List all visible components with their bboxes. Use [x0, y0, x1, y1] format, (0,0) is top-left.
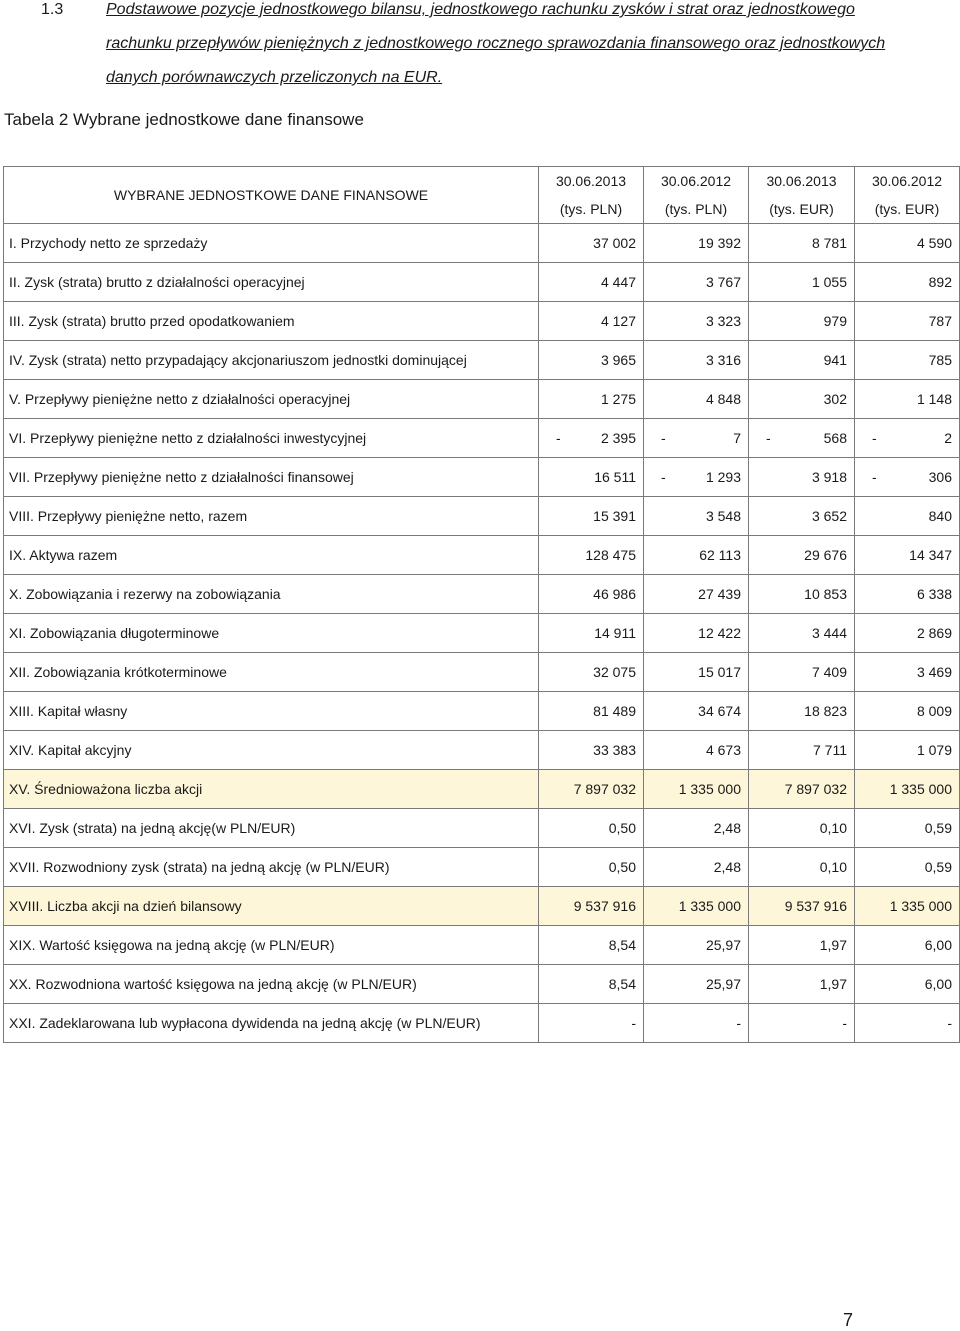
- value-number: 10 853: [804, 586, 847, 602]
- table-row: [4, 887, 960, 926]
- value-number: 18 823: [804, 703, 847, 719]
- value-number: 14 911: [594, 625, 636, 641]
- value-number: 3 444: [811, 625, 847, 641]
- row-label: II. Zysk (strata) brutto z działalności operacyjnej: [4, 263, 539, 302]
- value-cell: [644, 497, 749, 536]
- table-row: [4, 575, 960, 614]
- row-label: XVIII. Liczba akcji na dzień bilansowy: [4, 887, 539, 926]
- value-number: 32 075: [593, 664, 636, 680]
- value-number: 0,59: [924, 820, 952, 836]
- row-label: XX. Rozwodniona wartość księgowa na jedną akcję (w PLN/EUR): [4, 965, 539, 1004]
- value-cell: [644, 965, 749, 1004]
- table-row: [4, 809, 960, 848]
- value-number: 0,50: [608, 820, 636, 836]
- value-cell: [644, 458, 749, 497]
- value-cell: [749, 263, 855, 302]
- value-number: 8 781: [811, 235, 847, 251]
- value-number: 27 439: [698, 586, 741, 602]
- row-label: IX. Aktywa razem: [4, 536, 539, 575]
- value-cell: [539, 848, 644, 887]
- row-label: XXI. Zadeklarowana lub wypłacona dywidenda na jedną akcję (w PLN/EUR): [4, 1004, 539, 1043]
- header-title: WYBRANE JEDNOSTKOWE DANE FINANSOWE: [4, 167, 539, 224]
- value-cell: [539, 263, 644, 302]
- table-row: [4, 1004, 960, 1043]
- value-cell: [644, 536, 749, 575]
- header-column: [749, 167, 855, 224]
- value-cell: [855, 575, 960, 614]
- table-row: [4, 731, 960, 770]
- value-number: 29 676: [804, 547, 847, 563]
- value-cell: [644, 731, 749, 770]
- value-cell: [749, 575, 855, 614]
- value-number: 6,00: [924, 976, 952, 992]
- value-number: 785: [928, 352, 952, 368]
- page-number: 7: [843, 1310, 854, 1330]
- value-cell: [855, 692, 960, 731]
- value-cell: [855, 926, 960, 965]
- value-cell: [749, 458, 855, 497]
- value-cell: [855, 653, 960, 692]
- header-date: 30.06.2012: [871, 173, 943, 189]
- value-cell: [855, 614, 960, 653]
- value-number: 3 469: [916, 664, 952, 680]
- value-cell: [855, 224, 960, 263]
- value-cell: [749, 809, 855, 848]
- value-number: 62 113: [699, 547, 741, 563]
- value-number: 1 275: [600, 391, 636, 407]
- value-number: 7 897 032: [784, 781, 847, 797]
- value-number: 1 335 000: [678, 781, 741, 797]
- value-cell: [749, 419, 855, 458]
- header-unit: (tys. EUR): [874, 201, 940, 217]
- value-cell: [749, 731, 855, 770]
- value-cell: [749, 341, 855, 380]
- table-row: [4, 419, 960, 458]
- value-number: 0,10: [819, 820, 847, 836]
- value-number: 3 652: [811, 508, 847, 524]
- table-row: [4, 848, 960, 887]
- value-cell: [644, 263, 749, 302]
- value-cell: [644, 809, 749, 848]
- value-sign: -: [872, 430, 877, 446]
- value-number: 128 475: [585, 547, 636, 563]
- value-number: 1 148: [916, 391, 952, 407]
- value-cell: [855, 458, 960, 497]
- value-number: 6,00: [924, 937, 952, 953]
- value-number: 1 335 000: [678, 898, 741, 914]
- value-number: 4 848: [705, 391, 741, 407]
- section-number: 1.3: [41, 1, 64, 18]
- table-row: [4, 965, 960, 1004]
- value-number: 941: [823, 352, 847, 368]
- value-cell: [749, 224, 855, 263]
- value-number: 2: [944, 430, 952, 446]
- value-cell: [855, 302, 960, 341]
- value-cell: [644, 614, 749, 653]
- value-cell: [644, 575, 749, 614]
- value-number: 15 017: [698, 664, 741, 680]
- value-number: 787: [928, 313, 952, 329]
- value-number: 0,10: [819, 859, 847, 875]
- value-number: 2,48: [713, 820, 741, 836]
- value-cell: [539, 614, 644, 653]
- value-number: 979: [823, 313, 847, 329]
- table-row: [4, 263, 960, 302]
- value-cell: [855, 965, 960, 1004]
- value-cell: [855, 419, 960, 458]
- value-sign: -: [661, 430, 666, 446]
- value-number: 2,48: [713, 859, 741, 875]
- value-number: 1 293: [705, 469, 741, 485]
- value-cell: [644, 692, 749, 731]
- value-cell: [855, 497, 960, 536]
- value-number: -: [736, 1015, 741, 1031]
- value-cell: [749, 848, 855, 887]
- value-cell: [539, 224, 644, 263]
- row-label: VIII. Przepływy pieniężne netto, razem: [4, 497, 539, 536]
- value-number: 14 347: [909, 547, 952, 563]
- value-number: 3 965: [600, 352, 636, 368]
- value-number: -: [631, 1015, 636, 1031]
- table-body: [4, 224, 960, 1043]
- value-number: 1,97: [819, 976, 847, 992]
- value-cell: [644, 302, 749, 341]
- value-number: 25,97: [705, 976, 741, 992]
- value-number: 1 055: [811, 274, 847, 290]
- value-number: 302: [823, 391, 847, 407]
- row-label: XVII. Rozwodniony zysk (strata) na jedną akcję (w PLN/EUR): [4, 848, 539, 887]
- row-label: IV. Zysk (strata) netto przypadający akcjonariuszom jednostki dominującej: [4, 341, 539, 380]
- value-cell: [539, 302, 644, 341]
- value-number: 1 335 000: [889, 781, 952, 797]
- value-cell: [855, 1004, 960, 1043]
- value-cell: [644, 380, 749, 419]
- value-cell: [644, 653, 749, 692]
- value-number: 7 409: [811, 664, 847, 680]
- row-label: XIV. Kapitał akcyjny: [4, 731, 539, 770]
- value-number: 16 511: [594, 469, 636, 485]
- header-date: 30.06.2013: [766, 173, 837, 189]
- value-cell: [539, 887, 644, 926]
- value-number: 0,59: [924, 859, 952, 875]
- value-cell: [539, 380, 644, 419]
- value-cell: [644, 887, 749, 926]
- value-number: 9 537 916: [573, 898, 636, 914]
- section-title: [106, 0, 906, 95]
- value-sign: -: [872, 469, 877, 485]
- row-label: III. Zysk (strata) brutto przed opodatkowaniem: [4, 302, 539, 341]
- header-date: 30.06.2012: [660, 173, 732, 189]
- section-title-line: danych porównawczych przeliczonych na EUR.: [106, 69, 443, 86]
- value-cell: [855, 263, 960, 302]
- value-cell: [539, 809, 644, 848]
- table-row: [4, 458, 960, 497]
- value-cell: [855, 536, 960, 575]
- table-row: [4, 926, 960, 965]
- row-label: VI. Przepływy pieniężne netto z działalności inwestycyjnej: [4, 419, 539, 458]
- row-label: XV. Średnioważona liczba akcji: [4, 770, 539, 809]
- value-cell: [855, 887, 960, 926]
- value-cell: [855, 731, 960, 770]
- row-label: XI. Zobowiązania długoterminowe: [4, 614, 539, 653]
- value-cell: [644, 224, 749, 263]
- value-number: 46 986: [593, 586, 636, 602]
- table-row: [4, 497, 960, 536]
- row-label: VII. Przepływy pieniężne netto z działalności finansowej: [4, 458, 539, 497]
- table-row: [4, 770, 960, 809]
- value-cell: [749, 1004, 855, 1043]
- value-cell: [539, 341, 644, 380]
- table-header-row: [4, 167, 960, 224]
- value-cell: [855, 770, 960, 809]
- value-number: 37 002: [593, 235, 636, 251]
- value-number: 9 537 916: [784, 898, 847, 914]
- table-row: [4, 653, 960, 692]
- value-cell: [539, 536, 644, 575]
- row-label: XIII. Kapitał własny: [4, 692, 539, 731]
- value-number: 7 897 032: [573, 781, 636, 797]
- value-number: 3 918: [811, 469, 847, 485]
- table-row: [4, 536, 960, 575]
- value-number: 2 869: [916, 625, 952, 641]
- table-caption: Tabela 2 Wybrane jednostkowe dane finansowe: [4, 110, 364, 129]
- value-cell: [539, 497, 644, 536]
- value-number: 3 323: [705, 313, 741, 329]
- value-cell: [539, 770, 644, 809]
- value-cell: [539, 458, 644, 497]
- value-cell: [749, 380, 855, 419]
- value-number: -: [947, 1015, 952, 1031]
- value-number: 7: [733, 430, 741, 446]
- table-row: [4, 692, 960, 731]
- header-unit: (tys. EUR): [769, 201, 834, 217]
- table-row: [4, 302, 960, 341]
- value-number: 840: [928, 508, 952, 524]
- value-number: 25,97: [705, 937, 741, 953]
- value-cell: [749, 536, 855, 575]
- value-number: 3 767: [705, 274, 741, 290]
- value-cell: [855, 848, 960, 887]
- value-number: 1 079: [916, 742, 952, 758]
- header-date: 30.06.2013: [555, 173, 627, 189]
- row-label: XIX. Wartość księgowa na jedną akcję (w PLN/EUR): [4, 926, 539, 965]
- value-cell: [749, 887, 855, 926]
- value-cell: [644, 419, 749, 458]
- header-column: [539, 167, 644, 224]
- row-label: XII. Zobowiązania krótkoterminowe: [4, 653, 539, 692]
- value-number: 3 316: [705, 352, 741, 368]
- table-row: [4, 380, 960, 419]
- value-number: 81 489: [593, 703, 636, 719]
- value-number: 3 548: [705, 508, 741, 524]
- value-sign: -: [766, 430, 771, 446]
- value-number: 12 422: [698, 625, 741, 641]
- value-number: 7 711: [813, 742, 847, 758]
- table-row: [4, 341, 960, 380]
- value-cell: [644, 341, 749, 380]
- value-number: 1,97: [819, 937, 847, 953]
- value-cell: [855, 341, 960, 380]
- value-cell: [539, 419, 644, 458]
- table-row: [4, 614, 960, 653]
- value-cell: [644, 926, 749, 965]
- value-number: 6 338: [916, 586, 952, 602]
- financial-data-table: [3, 166, 960, 1043]
- value-number: 8 009: [916, 703, 952, 719]
- row-label: XVI. Zysk (strata) na jedną akcję(w PLN/EUR): [4, 809, 539, 848]
- value-cell: [749, 653, 855, 692]
- value-number: 1 335 000: [889, 898, 952, 914]
- value-cell: [539, 575, 644, 614]
- value-number: 306: [928, 469, 952, 485]
- value-number: 4 590: [916, 235, 952, 251]
- value-cell: [749, 692, 855, 731]
- value-cell: [749, 965, 855, 1004]
- value-cell: [749, 302, 855, 341]
- section-title-line: rachunku przepływów pieniężnych z jednostkowego rocznego sprawozdania finansowego oraz jednostkowych: [106, 35, 886, 52]
- value-cell: [539, 731, 644, 770]
- value-cell: [539, 653, 644, 692]
- value-number: 34 674: [698, 703, 741, 719]
- row-label: I. Przychody netto ze sprzedaży: [4, 224, 539, 263]
- section-title-line: Podstawowe pozycje jednostkowego bilansu, jednostkowego rachunku zysków i strat oraz jednostkowego: [106, 1, 855, 18]
- value-cell: [539, 965, 644, 1004]
- value-number: 568: [823, 430, 847, 446]
- value-cell: [749, 614, 855, 653]
- value-number: 8,54: [608, 937, 636, 953]
- value-cell: [855, 809, 960, 848]
- value-number: 19 392: [698, 235, 741, 251]
- value-sign: -: [661, 469, 666, 485]
- header-unit: (tys. PLN): [559, 201, 623, 217]
- value-cell: [644, 770, 749, 809]
- header-column: [644, 167, 749, 224]
- table-row: [4, 224, 960, 263]
- header-column: [855, 167, 960, 224]
- value-cell: [855, 380, 960, 419]
- value-cell: [539, 1004, 644, 1043]
- row-label: X. Zobowiązania i rezerwy na zobowiązania: [4, 575, 539, 614]
- value-number: 2 395: [600, 430, 636, 446]
- value-cell: [749, 497, 855, 536]
- value-cell: [644, 848, 749, 887]
- value-cell: [749, 926, 855, 965]
- value-number: 892: [928, 274, 952, 290]
- value-number: 0,50: [608, 859, 636, 875]
- row-label: V. Przepływy pieniężne netto z działalności operacyjnej: [4, 380, 539, 419]
- header-unit: (tys. PLN): [664, 201, 728, 217]
- value-number: 4 447: [600, 274, 636, 290]
- value-cell: [644, 1004, 749, 1043]
- value-number: 4 127: [600, 313, 636, 329]
- value-cell: [539, 926, 644, 965]
- value-number: 15 391: [593, 508, 636, 524]
- value-number: 4 673: [705, 742, 741, 758]
- value-number: 33 383: [593, 742, 636, 758]
- value-number: -: [842, 1015, 847, 1031]
- value-number: 8,54: [608, 976, 636, 992]
- value-cell: [749, 770, 855, 809]
- value-sign: -: [556, 430, 561, 446]
- value-cell: [539, 692, 644, 731]
